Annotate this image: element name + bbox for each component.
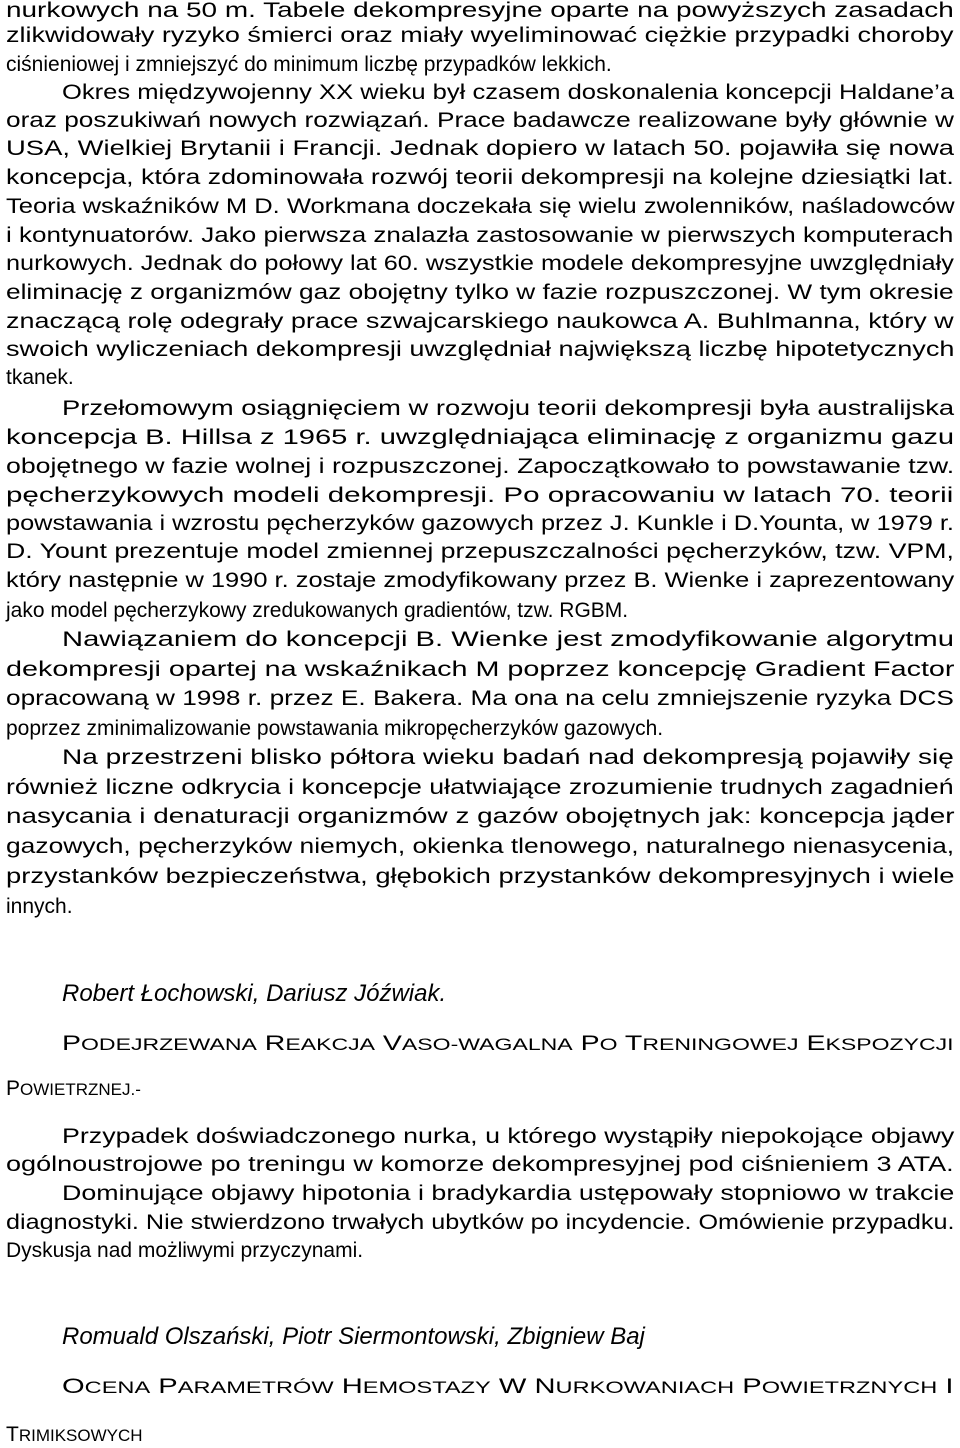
text-line: D. Yount prezentuje model zmiennej przepuszczalności pęcherzyków, tzw. VPM, — [6, 540, 954, 563]
text-line: USA, Wielkiej Brytanii i Francji. Jednak dopiero w latach 50. pojawiła się nowa — [6, 137, 955, 160]
text-line: poprzez zminimalizowanie powstawania mikropęcherzyków gazowych. — [6, 717, 664, 740]
text-line: Okres międzywojenny XX wieku był czasem doskonalenia koncepcji Haldane’a — [62, 81, 955, 104]
text-line: jako model pęcherzykowy zredukowanych gradientów, tzw. RGBM. — [6, 599, 629, 622]
text-line: nasycania i denaturacji organizmów z gazów obojętnych jak: koncepcja jąder — [6, 805, 955, 828]
text-line: Na przestrzeni blisko półtora wieku badań nad dekompresją pojawiły się — [62, 746, 954, 769]
article-title: OCENA PARAMETRÓW HEMOSTAZY W NURKOWANIACH POWIETRZNYCH I — [62, 1375, 954, 1398]
text-line: i kontynuatorów. Jako pierwsza znalazła zastosowanie w pierwszych komputerach — [6, 224, 954, 247]
text-line: koncepcja, która zdominowała rozwój teorii dekompresji na kolejne dziesiątki lat. — [6, 166, 954, 189]
abstract-line: ogólnoustrojowe po treningu w komorze dekompresyjnej pod ciśnieniem 3 ATA. — [6, 1153, 954, 1176]
article-title: TRIMIKSOWYCH — [6, 1423, 143, 1446]
text-line: zlikwidowały ryzyko śmierci oraz miały wyeliminować ciężkie przypadki choroby — [6, 24, 954, 47]
abstract-line: diagnostyki. Nie stwierdzono trwałych ubytków po incydencie. Omówienie przypadku. — [6, 1211, 955, 1234]
text-line: Nawiązaniem do koncepcji B. Wienke jest zmodyfikowanie algorytmu — [62, 628, 954, 651]
text-line: nurkowych. Jednak do połowy lat 60. wszystkie modele dekompresyjne uwzględniały — [6, 252, 954, 275]
text-line: tkanek. — [6, 366, 74, 389]
text-line: oraz poszukiwań nowych rozwiązań. Prace badawcze realizowane były głównie w — [6, 109, 954, 132]
article-title: POWIETRZNEJ.- — [6, 1077, 141, 1100]
text-line: Przełomowym osiągnięciem w rozwoju teorii dekompresji była australijska — [62, 397, 955, 420]
text-line: który następnie w 1990 r. zostaje zmodyfikowany przez B. Wienke i zaprezentowany — [6, 569, 955, 592]
abstract-line: Dyskusja nad możliwymi przyczynami. — [6, 1239, 364, 1262]
text-line: dekompresji opartej na wskaźnikach M poprzez koncepcję Gradient Factor — [6, 658, 955, 681]
article-authors: Romuald Olszański, Piotr Siermontowski, Zbigniew Baj — [62, 1323, 645, 1350]
text-line: innych. — [6, 895, 73, 918]
article-title: PODEJRZEWANA REAKCJA VASO-WAGALNA PO TRENINGOWEJ EKSPOZYCJI — [62, 1032, 954, 1055]
text-line: gazowych, pęcherzyków niemych, okienka tlenowego, naturalnego nienasycenia, — [6, 835, 955, 858]
text-line: przystanków bezpieczeństwa, głębokich przystanków dekompresyjnych i wiele — [6, 865, 955, 888]
text-line: swoich wyliczeniach dekompresji uwzględniał największą liczbę hipotetycznych — [6, 338, 955, 361]
text-line: koncepcja B. Hillsa z 1965 r. uwzględniająca eliminację z organizmu gazu — [6, 426, 955, 449]
text-line: pęcherzykowych modeli dekompresji. Po opracowaniu w latach 70. teorii — [6, 484, 954, 507]
abstract-line: Dominujące objawy hipotonia i bradykardia ustępowały stopniowo w trakcie — [62, 1182, 955, 1205]
text-line: Teoria wskaźników M D. Workmana doczekała się wielu zwolenników, naśladowców — [6, 195, 955, 218]
text-line: obojętnego w fazie wolnej i rozpuszczonej. Zapoczątkowało to powstawanie tzw. — [6, 455, 955, 478]
article-authors: Robert Łochowski, Dariusz Jóźwiak. — [62, 980, 447, 1007]
abstract-line: Przypadek doświadczonego nurka, u którego wystąpiły niepokojące objawy — [62, 1125, 955, 1148]
text-line: eliminację z organizmów gaz obojętny tylko w fazie rozpuszczonej. W tym okresie — [6, 281, 954, 304]
text-line: powstawania i wzrostu pęcherzyków gazowych przez J. Kunkle i D.Younta, w 1979 r. — [6, 512, 954, 535]
text-line: opracowaną w 1998 r. przez E. Bakera. Ma ona na celu zmniejszenie ryzyka DCS — [6, 687, 954, 710]
text-line: również liczne odkrycia i koncepcje ułatwiające zrozumienie trudnych zagadnień — [6, 776, 954, 799]
text-line: nurkowych na 50 m. Tabele dekompresyjne oparte na powyższych zasadach — [6, 0, 954, 22]
text-line: ciśnieniowej i zmniejszyć do minimum liczbę przypadków lekkich. — [6, 53, 612, 76]
text-line: znaczącą rolę odegrały prace szwajcarskiego naukowca A. Buhlmanna, który w — [6, 310, 954, 333]
